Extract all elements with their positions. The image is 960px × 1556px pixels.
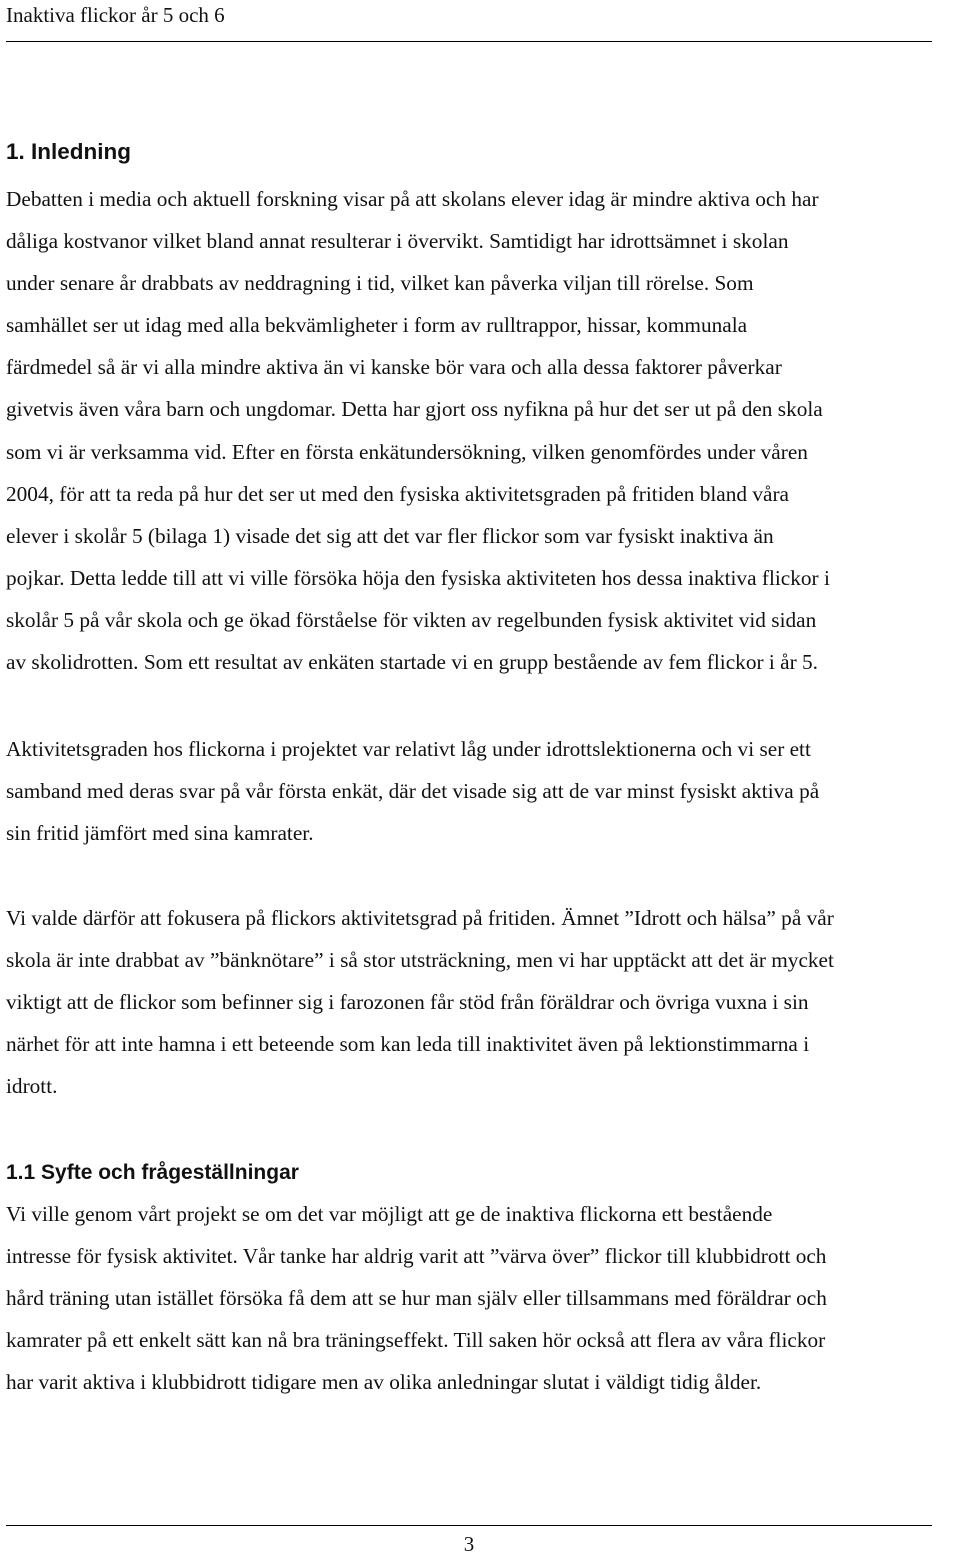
text-line: elever i skolår 5 (bilaga 1) visade det sig att det var fler flickor som var fysiskt inaktiva än — [6, 523, 774, 548]
text-line: Vi valde därför att fokusera på flickors aktivitetsgrad på fritiden. Ämnet ”Idrott och hälsa” på vår — [6, 906, 834, 930]
text-line: skolår 5 på vår skola och ge ökad förståelse för vikten av regelbunden fysisk aktivitet vid sidan — [6, 607, 817, 632]
paragraph-intro — [6, 178, 956, 683]
text-line: Debatten i media och aktuell forskning visar på att skolans elever idag är mindre aktiva och har — [6, 187, 819, 211]
text-line: skola är inte drabbat av ”bänknötare” i så stor utsträckning, men vi har upptäckt att det är mycket — [6, 948, 834, 973]
text-line: hård träning utan istället försöka få dem att se hur man själv eller tillsammans med föräldrar och — [6, 1286, 827, 1311]
text-line: 2004, för att ta reda på hur det ser ut med den fysiska aktivitetsgraden på fritiden bland våra — [6, 481, 789, 506]
text-line: sin fritid jämfört med sina kamrater. — [6, 821, 314, 846]
text-line: av skolidrotten. Som ett resultat av enkäten startade vi en grupp bestående av fem flickor i år 5. — [6, 650, 818, 675]
text-line: Vi ville genom vårt projekt se om det var möjligt att ge de inaktiva flickorna ett bestående — [6, 1202, 773, 1226]
text-line: idrott. — [6, 1074, 58, 1099]
paragraph-purpose — [6, 1193, 956, 1403]
section-heading-syfte: 1.1 Syfte och frågeställningar — [6, 1161, 299, 1184]
text-line: samhället ser ut idag med alla bekvämligheter i form av rulltrappor, hissar, kommunala — [6, 313, 748, 338]
text-line: under senare år drabbats av neddragning i tid, vilket kan påverka viljan till rörelse. Som — [6, 271, 754, 296]
paragraph-focus — [6, 897, 956, 1107]
text-line: pojkar. Detta ledde till att vi ville försöka höja den fysiska aktiviteten hos dessa inaktiva flickor i — [6, 565, 830, 590]
text-line: intresse för fysisk aktivitet. Vår tanke har aldrig varit att ”värva över” flickor till klubbidrott och — [6, 1244, 827, 1269]
text-line: kamrater på ett enkelt sätt kan nå bra träningseffekt. Till saken hör också att flera av våra flickor — [6, 1328, 826, 1353]
text-line: färdmedel så är vi alla mindre aktiva än vi kanske bör vara och alla dessa faktorer påverkar — [6, 355, 782, 380]
text-line: viktigt att de flickor som befinner sig i farozonen får stöd från föräldrar och övriga vuxna i sin — [6, 990, 809, 1015]
section-heading-inledning: 1. Inledning — [6, 139, 132, 164]
running-header-title: Inaktiva flickor år 5 och 6 — [6, 3, 225, 27]
text-line: som vi är verksamma vid. Efter en första enkätundersökning, vilken genomfördes under våren — [6, 439, 808, 464]
text-line: samband med deras svar på vår första enkät, där det visade sig att de var minst fysiskt aktiva på — [6, 779, 820, 804]
text-line: närhet för att inte hamna i ett beteende som kan leda till inaktivitet även på lektionstimmarna i — [6, 1032, 810, 1057]
page-footer — [6, 1525, 932, 1556]
text-line: givetvis även våra barn och ungdomar. Detta har gjort oss nyfikna på hur det ser ut på den skola — [6, 397, 823, 422]
text-line: Aktivitetsgraden hos flickorna i projektet var relativt låg under idrottslektionerna och vi ser ett — [6, 737, 811, 761]
text-line: har varit aktiva i klubbidrott tidigare men av olika anledningar slutat i väldigt tidig ålder. — [6, 1370, 762, 1395]
page-header — [6, 0, 932, 42]
page-number: 3 — [463, 1532, 475, 1556]
paragraph-activity-level — [6, 728, 956, 854]
text-line: dåliga kostvanor vilket bland annat resulterar i övervikt. Samtidigt har idrottsämnet i skolan — [6, 229, 789, 254]
